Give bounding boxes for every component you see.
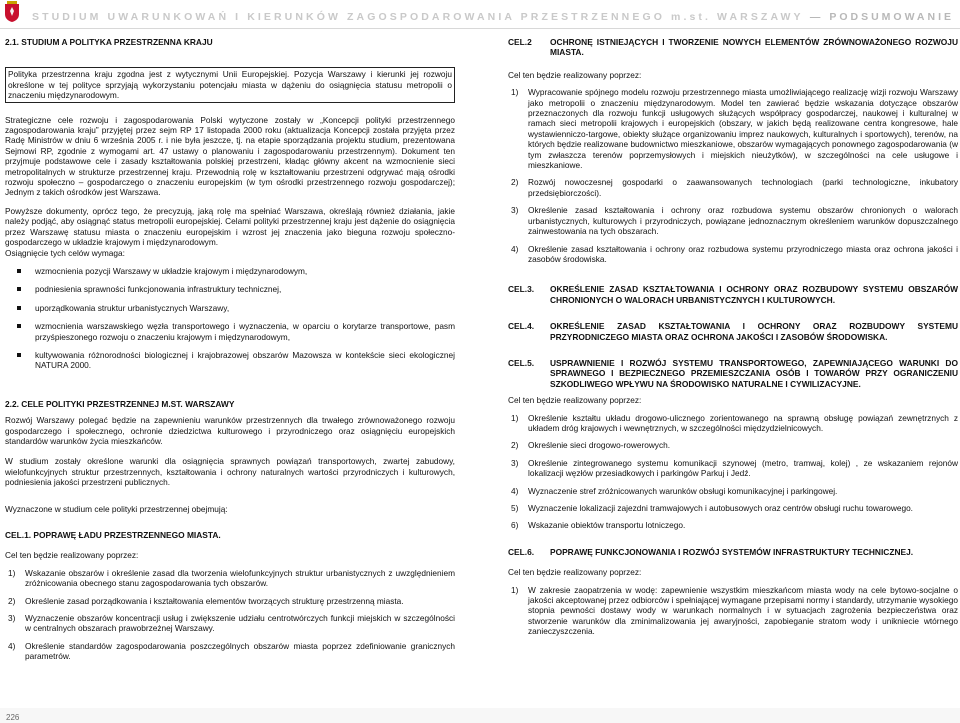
list-item-text: Wypracowanie spójnego modelu rozwoju przestrzennego miasta umożliwiającego realizację wizji rozwoju Warszawy jako metropolii o znaczeniu międzynarodowym. Model ten zawierać będzie wskazania dotyczące obszarów przeznaczonych dla rozwoju funkcji usługowych służących współpracy gospodarczej, naukowej i kulturalnej w ramach sieci metropolii krajowych i europejskich (obszary, w jakich będą realizowane centra kongresowe, hale wystawienniczo-targowe, obiekty służące organizowaniu imprez naukowych, kulturalnych i sportowych), terenów, na których będzie realizowane budownictwo mieszkaniowe, obszarów wymagających ponownego zagospodarowania (w tym zwłaszcza terenów poprzemysłowych i miejskich nieużytków), w szczególności na cele usługowe i mieszkaniowe.	[528, 87, 958, 171]
list-item	[5, 266, 455, 276]
list-item-text: Wyznaczenie lokalizacji zajezdni tramwajowych i autobusowych oraz centrów obsługi ruchu towarowego.	[528, 503, 913, 513]
list-item-text: Rozwój nowoczesnej gospodarki o zaawansowanych technologiach (parki technologiczne, inkubatory przedsiębiorczości).	[528, 177, 958, 198]
goal-intro: Cel ten będzie realizowany poprzez:	[5, 550, 139, 561]
list-item: 2) Określenie zasad porządkowania i kształtowania elementów tworzących strukturę przestrzenną miasta.	[8, 595, 404, 606]
goals-bullet-list	[5, 266, 455, 371]
list-item	[5, 284, 455, 294]
list-item: 3) Wyznaczenie obszarów koncentracji usług i zwiększenie udziału centrotwórczych funkcji miejskich w szczególności w centralnych obszarach prawobrzeżnej Warszawy.	[8, 613, 455, 634]
list-item	[5, 350, 455, 371]
summary-box	[5, 67, 455, 102]
goal-heading-cel-5: CEL.5. USPRAWNIENIE I ROZWÓJ SYSTEMU TRANSPORTOWEGO, ZAPEWNIAJĄCEGO WARUNKI DO SPRAWNEGO I BEZPIECZNEGO PRZEMIESZCZANIA OSÓB I TOWARÓW PRZY OGRANICZENIU SZKODLIWEGO WPŁYWU NA ŚRODOWISKO NATURALNE I CYWILIZACYJNE.	[508, 357, 958, 389]
list-item-text: podniesienia sprawności funkcjonowania infrastruktury technicznej,	[35, 284, 282, 295]
right-column	[508, 37, 958, 637]
list-item-text: uporządkowania struktur urbanistycznych Warszawy,	[35, 302, 230, 313]
goal-heading-cel-4: CEL.4. OKREŚLENIE ZASAD KSZTAŁTOWANIA I OCHRONY ORAZ ROZBUDOWY SYSTEMU PRZYRODNICZEGO MIASTA ORAZ OCHRONA JAKOŚCI I ZASOBÓW ŚRODOWISKA.	[508, 321, 958, 342]
goal-2-list	[508, 87, 958, 264]
list-item	[5, 321, 455, 342]
list-item	[5, 303, 455, 313]
section-heading-2-2: 2.2. CELE POLITYKI PRZESTRZENNEJ M.ST. WARSZAWY	[5, 398, 235, 409]
square-bullet-icon	[17, 324, 21, 328]
list-item: 3) Określenie zintegrowanego systemu komunikacji szynowej (metro, tramwaj, kolej) , ze wskazaniem rejonów lokalizacji węzłów przesiadkowych i parkingów Parkuj i Jedź.	[511, 457, 958, 479]
list-item-text: Określenie zasad kształtowania i ochrony oraz rozbudowa systemu przyrodniczego miasta oraz ochrona jakości i zasobów środowiska.	[528, 243, 958, 264]
goal-heading-cel-1: CEL.1. POPRAWĘ ŁADU PRZESTRZENNEGO MIASTA.	[5, 530, 221, 540]
warsaw-crest-icon	[4, 1, 20, 23]
list-item: 1) Określenie kształtu układu drogowo-ulicznego zorientowanego na sprawną obsługę powiązań zewnętrznych z układem dróg krajowych i wewnętrznych, w szczególności międzydzielnicowych.	[511, 412, 958, 433]
summary-text: Polityka przestrzenna kraju zgodna jest z wytycznymi Unii Europejskiej. Pozycja Warszawy i kierunki jej rozwoju określone w tej polityce sprzyjają wykorzystaniu potencjału miasta w dążeniu do osiągnięcia statusu metropolii o znaczeniu międzynarodowym.	[8, 69, 452, 101]
list-item: 2) Rozwój nowoczesnej gospodarki o zaawansowanych technologiach (parki technologiczne, inkubatory przedsiębiorczości).	[511, 177, 958, 198]
list-item: 1) Wskazanie obszarów i określenie zasad dla tworzenia wielofunkcyjnych struktur urbanistycznych z uwzględnieniem zróżnicowania obecnego stanu zagospodarowania tych obszarów.	[8, 567, 455, 589]
list-item-text: Wyznaczenie obszarów koncentracji usług i zwiększenie udziału centrotwórczych funkcji miejskich w szczególności w centralnych obszarach prawobrzeżnej Warszawy.	[25, 613, 455, 634]
list-item: 1) W zakresie zaopatrzenia w wodę: zapewnienie wszystkim mieszkańcom miasta wody na cele bytowo-socjalne o jakości akceptowanej przez odbiorców i spełniającej wymagane przepisami normy i standardy, utrzymanie wysokiego stopnia pewności dostawy wody w warunkach normalnych i w sytuacjach zagrożenia bezpieczeństwa oraz stworzenie warunków dla zminimalizowania jej awaryjności, zapobieganie stratom wody i unikniecie wtórnego zanieczyszczenia.	[511, 584, 958, 637]
list-item: 4) Określenie zasad kształtowania i ochrony oraz rozbudowa systemu przyrodniczego miasta oraz ochrona jakości i zasobów środowiska.	[511, 243, 958, 264]
list-item: 2) Określenie sieci drogowo-rowerowych.	[511, 440, 671, 451]
document-title: STUDIUM UWARUNKOWAŃ I KIERUNKÓW ZAGOSPODAROWANIA PRZESTRZENNEGO m.st. WARSZAWY	[32, 11, 804, 23]
header-divider	[0, 28, 960, 29]
list-item-text: W zakresie zaopatrzenia w wodę: zapewnienie wszystkim mieszkańcom miasta wody na cele bytowo-socjalne o jakości akceptowanej przez odbiorców i spełniającej wymagane przepisami normy i standardy, utrzymanie wysokiego stopnia pewności dostawy wody w warunkach normalnych i w sytuacjach zagrożenia bezpieczeństwa oraz stworzenie warunków dla zminimalizowania jej awaryjności, zapobieganie stratom wody i unikniecie wtórnego zanieczyszczenia.	[528, 584, 958, 637]
paragraph: Osiągnięcie tych celów wymaga:	[5, 247, 125, 258]
left-column	[5, 37, 455, 662]
list-item: 6) Wskazanie obiektów transportu lotniczego.	[511, 520, 686, 531]
goal-intro: Cel ten będzie realizowany poprzez:	[508, 567, 642, 578]
list-item-text: Określenie zasad kształtowania i ochrony oraz rozbudowa systemu obszarów chronionych o walorach urbanistycznych, kulturowych i przyrodniczych, powiązane jednoznacznym określeniem warunków dopuszczalnego zainwestowania na tych obszarach.	[528, 205, 958, 237]
goal-6-list	[508, 585, 958, 637]
square-bullet-icon	[17, 287, 21, 291]
goal-5-list	[508, 413, 958, 531]
list-item-text: kultywowania różnorodności biologicznej i krajobrazowej obszarów Mazowsza w kontekście sieci ekologicznej NATURA 2000.	[35, 349, 455, 371]
goal-heading-cel-2: CEL.2 OCHRONĘ ISTNIEJĄCYCH I TWORZENIE NOWYCH ELEMENTÓW ZRÓWNOWAŻONEGO ROZWOJU MIASTA.	[508, 37, 958, 58]
page-number: 226	[6, 713, 20, 722]
section-heading-2-1: 2.1. STUDIUM A POLITYKA PRZESTRZENNA KRAJU	[5, 37, 213, 47]
square-bullet-icon	[17, 353, 21, 357]
list-item-text: Określenie zasad porządkowania i kształtowania elementów tworzących strukturę przestrzenną miasta.	[25, 595, 404, 606]
list-item: 3) Określenie zasad kształtowania i ochrony oraz rozbudowa systemu obszarów chronionych o walorach urbanistycznych, kulturowych i przyrodniczych, powiązane jednoznacznym określeniem warunków dopuszczalnego zainwestowania na tych obszarach.	[511, 205, 958, 237]
goal-heading-cel-3: CEL.3. OKREŚLENIE ZASAD KSZTAŁTOWANIA I OCHRONY ORAZ ROZBUDOWY SYSTEMU OBSZARÓW CHRONIONYCH O WALORACH URBANISTYCZNYCH I KULTUROWYCH.	[508, 284, 958, 305]
goal-1-list	[5, 568, 455, 662]
list-item: 1) Wypracowanie spójnego modelu rozwoju przestrzennego miasta umożliwiającego realizację wizji rozwoju Warszawy jako metropolii o znaczeniu międzynarodowym. Model ten zawierać będzie wskazania dotyczące obszarów przeznaczonych dla rozwoju funkcji usługowych służących współpracy gospodarczej, naukowej i kulturalnej w ramach sieci metropolii krajowych i europejskich (obszary, w jakich będą realizowane centra kongresowe, hale wystawienniczo-targowe, obiekty służące organizowaniu imprez naukowych, kulturalnych i sportowych), terenów, na których będzie realizowane budownictwo mieszkaniowe, obszarów wymagających ponownego zagospodarowania (w tym zwłaszcza terenów poprzemysłowych i miejskich nieużytków), w szczególności na cele usługowe i mieszkaniowe.	[511, 87, 958, 171]
list-item-text: Określenie standardów zagospodarowania poszczególnych obszarów miasta poprzez zdefiniowanie granicznych parametrów.	[25, 640, 455, 662]
paragraph: Wyznaczone w studium cele polityki przestrzennej obejmują:	[5, 503, 228, 514]
section-label: — PODSUMOWANIE	[809, 11, 954, 23]
goal-intro: Cel ten będzie realizowany poprzez:	[508, 69, 642, 80]
paragraph: Powyższe dokumenty, oprócz tego, że precyzują, jaką rolę ma spełniać Warszawa, określają również działania, jakie należy podjąć, aby osiągnąć status metropolii europejskiej. Celami polityki przestrzennej kraju jest dążenie do osiągnięcia przez Warszawę statusu miasta o znaczeniu europejskim i wzrost jej znaczenia jako bieguna rozwoju społeczno-gospodarczego w układzie krajowym i międzynarodowym.	[5, 205, 455, 248]
list-item-text: Wskazanie obiektów transportu lotniczego.	[528, 520, 686, 531]
list-item: 4) Określenie standardów zagospodarowania poszczególnych obszarów miasta poprzez zdefiniowanie granicznych parametrów.	[8, 640, 455, 662]
square-bullet-icon	[17, 306, 21, 310]
list-item-text: wzmocnienia pozycji Warszawy w układzie krajowym i międzynarodowym,	[35, 265, 308, 276]
paragraph: Rozwój Warszawy polegać będzie na zapewnieniu warunków przestrzennych dla trwałego zrównoważonego rozwoju gospodarczego i społecznego, ochronie dziedzictwa kulturowego i przyrodniczego oraz osiągnięciu europejskich standardów warunków życia mieszkańców.	[5, 415, 455, 446]
page-header	[0, 0, 960, 30]
list-item-text: wzmocnienia warszawskiego węzła transportowego i wyznaczenia, w oparciu o korytarze transportowe, pasm przyśpieszonego rozwoju o znaczeniu krajowym i międzynarodowym,	[35, 321, 455, 342]
list-item-text: Określenie sieci drogowo-rowerowych.	[528, 440, 671, 451]
list-item-text: Określenie kształtu układu drogowo-ulicznego zorientowanego na sprawną obsługę powiązań zewnętrznych z układem dróg krajowych i wewnętrznych, w szczególności międzydzielnicowych.	[528, 412, 958, 433]
paragraph: Strategiczne cele rozwoju i zagospodarowania Polski wytyczone zostały w „Koncepcji polityki przestrzennego zagospodarowania kraju” przyjętej przez sejm RP 17 listopada 2000 roku (aktualizacja Koncepcji została przyjęta przez Radę Ministrów w dniu 6 września 2005 r. i nie była jeszcze, tj. na etapie sporządzania projektu studium, prezentowana Sejmowi RP, zgodnie z wymogami art. 47 ustawy o planowaniu i zagospodarowaniu przestrzennym). Dokument ten przyjmuje podstawowe cele i zasady kształtowania polskiej przestrzeni, kładąc główny akcent na wzmocnienie sieci metropolitalnych w strukturze przestrzennej kraju. Przewodnią rolę w kształtowaniu przestrzeni odgrywać mają ośrodki rozwoju społeczno – gospodarczego o znaczeniu europejskim (w tym ośrodki przestrzennego rozwoju gospodarczej); Jednym z takich ośrodków jest Warszawa.	[5, 114, 455, 198]
list-item: 5) Wyznaczenie lokalizacji zajezdni tramwajowych i autobusowych oraz centrów obsługi ruchu towarowego.	[511, 503, 913, 513]
goal-heading-cel-6: CEL.6. POPRAWĘ FUNKCJONOWANIA I ROZWÓJ SYSTEMÓW INFRASTRUKTURY TECHNICZNEJ.	[508, 546, 914, 557]
goal-intro: Cel ten będzie realizowany poprzez:	[508, 395, 642, 406]
list-item-text: Określenie zintegrowanego systemu komunikacji szynowej (metro, tramwaj, kolej) , ze wskazaniem rejonów lokalizacji węzłów przesiadkowych i parkingów Parkuj i Jedź.	[528, 457, 958, 479]
list-item-text: Wskazanie obszarów i określenie zasad dla tworzenia wielofunkcyjnych struktur urbanistycznych z uwzględnieniem zróżnicowania obecnego stanu zagospodarowania tych obszarów.	[25, 567, 455, 589]
square-bullet-icon	[17, 269, 21, 273]
list-item-text: Wyznaczenie stref zróżnicowanych warunków obsługi komunikacyjnej i parkingowej.	[528, 485, 838, 496]
paragraph: W studium zostały określone warunki dla osiągnięcia sprawnych powiązań transportowych, zwartej zabudowy, wielofunkcyjnych struktur przestrzennych, kształtowania i ochrony naturalnych wartości przyrodniczych i kulturowych, podniesienia jakości przestrzeni publicznych.	[5, 456, 455, 488]
page-footer	[0, 708, 960, 723]
list-item: 4) Wyznaczenie stref zróżnicowanych warunków obsługi komunikacyjnej i parkingowej.	[511, 485, 838, 496]
